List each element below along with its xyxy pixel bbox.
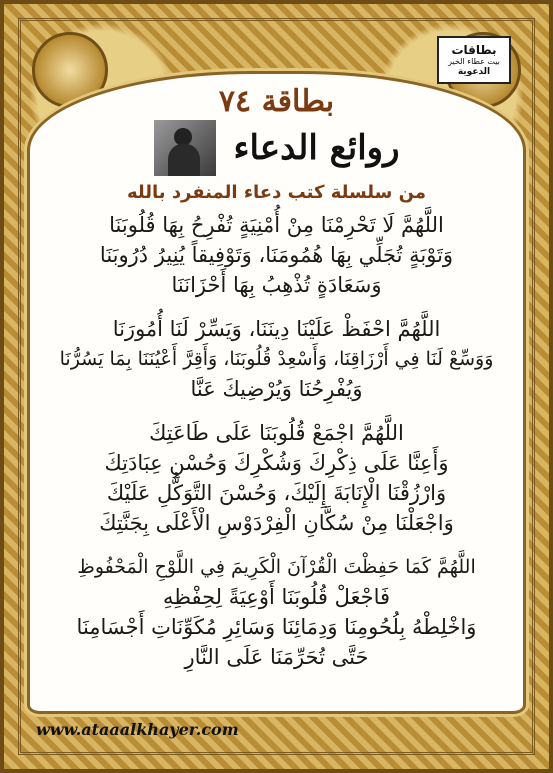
series-subtitle: من سلسلة كتب دعاء المنفرد بالله [127,182,426,203]
dua-line: وَيُفْرِحُنَا وَيُرْضِيكَ عَنَّا [190,377,363,401]
dua-line: اللَّهُمَّ اجْمَعْ قُلُوبَنَا عَلَى طَاعَتِكَ [149,421,404,445]
dua-text [34,210,519,686]
dua-stanza [34,314,519,404]
publisher-logo [437,36,511,84]
card-number: بطاقة ٧٤ [218,84,335,119]
page-title: روائع الدعاء [233,128,400,168]
dua-line: اللَّهُمَّ لَا تَحْرِمْنَا مِنْ أُمْنِيَةٍ تُفْرِحُ بِهَا قُلُوبَنَا [109,213,444,237]
dua-line: اللَّهُمَّ احْفَظْ عَلَيْنَا دِينَنَا، وَيَسِّرْ لَنَا أُمُورَنَا [112,317,441,341]
logo-line-1: بطاقات [451,42,497,57]
dua-line: وَارْزُقْنَا الْإِنَابَةَ إِلَيْكَ، وَحُسْنَ التَّوَكُّلِ عَلَيْكَ [106,481,447,505]
dua-line: وَسَعَادَةٍ تُذْهِبُ بِهَا أَحْزَانَنَا [171,273,382,297]
logo-line-3: الدعوية [457,66,491,77]
dua-stanza [34,210,519,300]
dua-stanza [34,552,519,672]
dua-line: وَاخْلِطْهُ بِلُحُومِنَا وَدِمَائِنَا وَسَائِرِ مُكَوِّنَاتِ أَجْسَامِنَا [76,615,477,639]
logo-line-2: بيت عطاء الخير [448,56,500,66]
website-link[interactable]: www.ataaalkhayer.com [36,720,239,739]
dua-line: وَاجْعَلْنَا مِنْ سُكَّانِ الْفِرْدَوْسِ الْأَعْلَى بِجَنَّتِكَ [99,511,454,535]
dua-line: وَتَوْبَةٍ تُجَلِّي بِهَا هُمُومَنَا، وَتَوْفِيقاً يُنِيرُ دُرُوبَنَا [99,243,454,267]
dua-line: فَاجْعَلْ قُلُوبَنَا أَوْعِيَةً لِحِفْظِهِ [162,585,391,609]
dua-line: حَتَّى تُحَرِّمَنَا عَلَى النَّارِ [184,645,369,669]
dua-stanza [34,418,519,538]
praying-person-image [154,120,216,176]
dua-line: وَأَعِنَّا عَلَى ذِكْرِكَ وَشُكْرِكَ وَحُسْنِ عِبَادَتِكَ [104,451,449,475]
title-row [4,120,549,176]
dua-line: اللَّهُمَّ كَمَا حَفِظْتَ الْقُرْآنَ الْكَرِيمَ فِي اللَّوْحِ الْمَحْفُوظِ [77,556,476,578]
dua-line: وَوَسِّعْ لَنَا فِي أَرْزَاقِنَا، وَأَسْعِدْ قُلُوبَنَا، وَأَقِرَّ أَعْيُنَنَا بِمَا يَسُرُّنَا [59,348,494,370]
